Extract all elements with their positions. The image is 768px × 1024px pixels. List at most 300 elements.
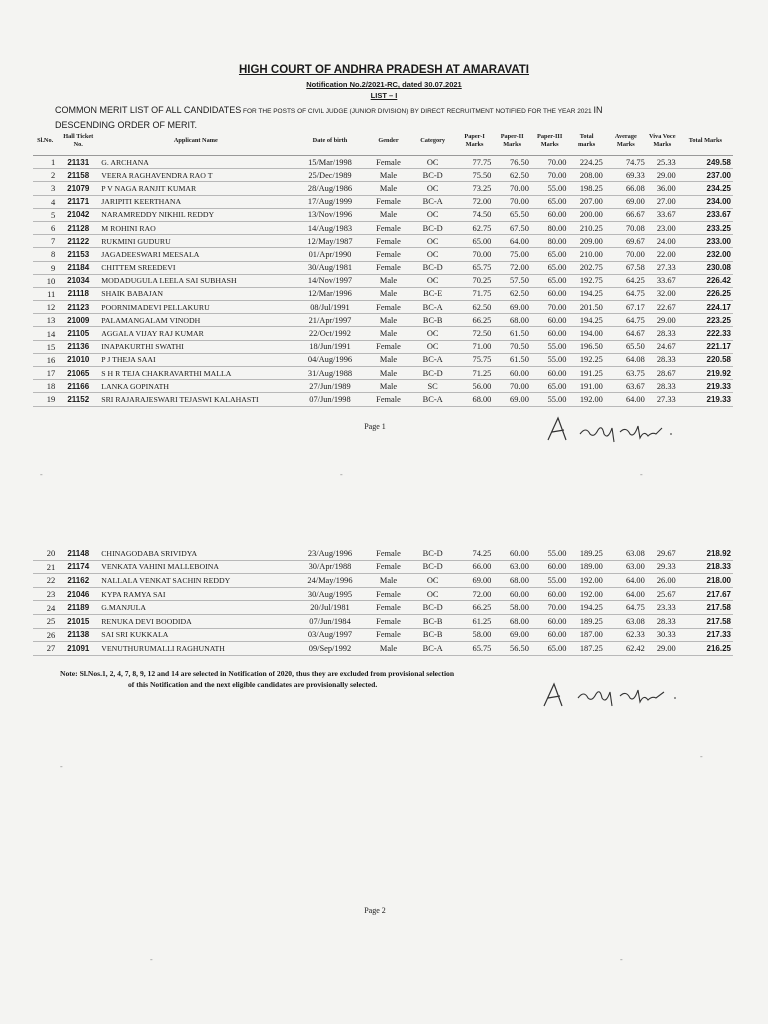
cell-total-marks: 192.25	[568, 353, 604, 366]
table-row	[33, 353, 733, 366]
cell-date-of-birth: 25/Dec/1989	[292, 169, 367, 182]
table-row	[33, 156, 733, 169]
cell-grand-total: 217.33	[678, 628, 733, 642]
table-row	[33, 574, 733, 588]
merit-table-page-1	[33, 126, 733, 407]
cell-average-marks: 63.08	[605, 547, 647, 560]
cell-hall-ticket: 21042	[57, 208, 99, 221]
cell-grand-total: 234.00	[678, 195, 733, 208]
cell-total-marks: 189.00	[568, 560, 604, 574]
cell-gender: Male	[368, 642, 410, 656]
cell-hall-ticket: 21034	[57, 274, 99, 287]
cell-average-marks: 64.75	[605, 601, 647, 615]
cell-date-of-birth: 04/Aug/1996	[292, 353, 367, 366]
cell-average-marks: 66.67	[605, 208, 647, 221]
page-1-label: Page 1	[364, 422, 386, 431]
cell-sl-no: 27	[33, 642, 57, 656]
cell-date-of-birth: 15/Mar/1998	[292, 156, 367, 169]
cell-paper1-marks: 72.00	[456, 195, 494, 208]
cell-paper1-marks: 74.25	[456, 547, 494, 560]
cell-viva-marks: 33.67	[647, 208, 678, 221]
cell-viva-marks: 25.67	[647, 587, 678, 601]
cell-paper2-marks: 76.50	[493, 156, 531, 169]
cell-sl-no: 13	[33, 314, 57, 327]
cell-applicant-name: AGGALA VIJAY RAJ KUMAR	[99, 327, 292, 340]
cell-applicant-name: NALLALA VENKAT SACHIN REDDY	[99, 574, 292, 588]
cell-date-of-birth: 14/Nov/1997	[292, 274, 367, 287]
cell-category: OC	[409, 248, 455, 261]
cell-hall-ticket: 21105	[57, 327, 99, 340]
cell-grand-total: 218.92	[678, 547, 733, 560]
cell-category: BC-A	[409, 195, 455, 208]
cell-total-marks: 198.25	[568, 182, 604, 195]
cell-viva-marks: 23.00	[647, 221, 678, 234]
cell-paper2-marks: 70.00	[493, 195, 531, 208]
cell-viva-marks: 25.33	[647, 156, 678, 169]
cell-category: BC-B	[409, 314, 455, 327]
cell-average-marks: 67.17	[605, 301, 647, 314]
cell-applicant-name: SAI SRI KUKKALA	[99, 628, 292, 642]
cell-average-marks: 69.33	[605, 169, 647, 182]
cell-gender: Male	[368, 367, 410, 380]
cell-total-marks: 187.00	[568, 628, 604, 642]
cell-category: BC-D	[409, 601, 455, 615]
cell-sl-no: 7	[33, 235, 57, 248]
cell-gender: Female	[368, 393, 410, 406]
cell-viva-marks: 36.00	[647, 182, 678, 195]
cell-gender: Female	[368, 560, 410, 574]
cell-average-marks: 64.25	[605, 274, 647, 287]
cell-paper3-marks: 65.00	[531, 261, 569, 274]
cell-date-of-birth: 23/Aug/1996	[292, 547, 367, 560]
cell-viva-marks: 29.00	[647, 642, 678, 656]
cell-total-marks: 191.00	[568, 380, 604, 393]
table-row	[33, 235, 733, 248]
scan-mark: -	[620, 955, 623, 964]
col-header-grand-total: Total Marks	[678, 126, 733, 156]
cell-applicant-name: CHINAGODABA SRIVIDYA	[99, 547, 292, 560]
heading-line-2: DESCENDING ORDER OF MERIT.	[55, 120, 198, 130]
cell-paper1-marks: 75.75	[456, 353, 494, 366]
cell-viva-marks: 30.33	[647, 628, 678, 642]
cell-paper2-marks: 56.50	[493, 642, 531, 656]
cell-grand-total: 223.25	[678, 314, 733, 327]
cell-average-marks: 67.58	[605, 261, 647, 274]
cell-total-marks: 224.25	[568, 156, 604, 169]
cell-hall-ticket: 21152	[57, 393, 99, 406]
cell-grand-total: 216.25	[678, 642, 733, 656]
cell-hall-ticket: 21148	[57, 547, 99, 560]
table-row	[33, 287, 733, 300]
table-row	[33, 587, 733, 601]
cell-category: OC	[409, 574, 455, 588]
cell-hall-ticket: 21009	[57, 314, 99, 327]
table-row	[33, 261, 733, 274]
cell-hall-ticket: 21184	[57, 261, 99, 274]
cell-applicant-name: PALAMANGALAM VINODH	[99, 314, 292, 327]
cell-hall-ticket: 21138	[57, 628, 99, 642]
cell-total-marks: 187.25	[568, 642, 604, 656]
cell-sl-no: 11	[33, 287, 57, 300]
cell-total-marks: 202.75	[568, 261, 604, 274]
col-header-name: Applicant Name	[99, 126, 292, 156]
cell-hall-ticket: 21079	[57, 182, 99, 195]
cell-sl-no: 24	[33, 601, 57, 615]
cell-paper1-marks: 69.00	[456, 574, 494, 588]
cell-paper3-marks: 60.00	[531, 314, 569, 327]
cell-grand-total: 217.67	[678, 587, 733, 601]
heading-part-3: IN	[593, 105, 603, 115]
table-row	[33, 169, 733, 182]
cell-paper1-marks: 56.00	[456, 380, 494, 393]
cell-viva-marks: 22.67	[647, 301, 678, 314]
cell-gender: Female	[368, 195, 410, 208]
cell-grand-total: 219.92	[678, 367, 733, 380]
cell-date-of-birth: 09/Sep/1992	[292, 642, 367, 656]
cell-hall-ticket: 21171	[57, 195, 99, 208]
cell-date-of-birth: 13/Nov/1996	[292, 208, 367, 221]
cell-sl-no: 3	[33, 182, 57, 195]
cell-paper2-marks: 70.00	[493, 380, 531, 393]
cell-date-of-birth: 24/May/1996	[292, 574, 367, 588]
cell-grand-total: 226.42	[678, 274, 733, 287]
table-row	[33, 614, 733, 628]
cell-paper2-marks: 68.00	[493, 574, 531, 588]
table-row	[33, 393, 733, 406]
table-row	[33, 601, 733, 615]
cell-applicant-name: SRI RAJARAJESWARI TEJASWI KALAHASTI	[99, 393, 292, 406]
cell-gender: Female	[368, 547, 410, 560]
signature-2	[530, 676, 710, 710]
cell-hall-ticket: 21015	[57, 614, 99, 628]
scan-mark: -	[640, 470, 643, 479]
notification-number: Notification No.2/2021-RC, dated 30.07.2021	[306, 80, 462, 89]
cell-sl-no: 21	[33, 560, 57, 574]
cell-average-marks: 69.00	[605, 195, 647, 208]
cell-paper1-marks: 73.25	[456, 182, 494, 195]
table-row	[33, 248, 733, 261]
cell-applicant-name: SHAIK BABAJAN	[99, 287, 292, 300]
cell-category: BC-B	[409, 628, 455, 642]
table-row	[33, 340, 733, 353]
cell-gender: Male	[368, 380, 410, 393]
cell-gender: Male	[368, 182, 410, 195]
cell-viva-marks: 29.33	[647, 560, 678, 574]
col-header-dob: Date of birth	[292, 126, 367, 156]
cell-paper3-marks: 60.00	[531, 327, 569, 340]
cell-paper2-marks: 61.50	[493, 353, 531, 366]
cell-applicant-name: S H R TEJA CHAKRAVARTHI MALLA	[99, 367, 292, 380]
cell-paper2-marks: 62.50	[493, 169, 531, 182]
cell-gender: Female	[368, 221, 410, 234]
cell-paper3-marks: 65.00	[531, 380, 569, 393]
col-header-paper1: Paper-I Marks	[456, 126, 494, 156]
cell-date-of-birth: 20/Jul/1981	[292, 601, 367, 615]
table-row	[33, 301, 733, 314]
cell-applicant-name: KYPA RAMYA SAI	[99, 587, 292, 601]
cell-category: BC-D	[409, 547, 455, 560]
cell-paper3-marks: 65.00	[531, 195, 569, 208]
cell-hall-ticket: 21174	[57, 560, 99, 574]
cell-category: OC	[409, 182, 455, 195]
cell-gender: Female	[368, 601, 410, 615]
cell-applicant-name: P V NAGA RANJIT KUMAR	[99, 182, 292, 195]
cell-date-of-birth: 31/Aug/1988	[292, 367, 367, 380]
cell-paper1-marks: 72.00	[456, 587, 494, 601]
cell-gender: Female	[368, 261, 410, 274]
cell-viva-marks: 29.67	[647, 547, 678, 560]
scan-mark: -	[700, 752, 703, 761]
cell-category: BC-D	[409, 169, 455, 182]
cell-paper1-marks: 62.75	[456, 221, 494, 234]
cell-paper3-marks: 60.00	[531, 208, 569, 221]
cell-viva-marks: 28.67	[647, 367, 678, 380]
cell-applicant-name: CHITTEM SREEDEVI	[99, 261, 292, 274]
cell-average-marks: 64.08	[605, 353, 647, 366]
cell-total-marks: 189.25	[568, 547, 604, 560]
cell-hall-ticket: 21091	[57, 642, 99, 656]
table-row	[33, 380, 733, 393]
cell-category: BC-D	[409, 221, 455, 234]
cell-paper2-marks: 65.50	[493, 208, 531, 221]
cell-grand-total: 217.58	[678, 601, 733, 615]
table-row	[33, 642, 733, 656]
cell-category: BC-D	[409, 261, 455, 274]
cell-paper2-marks: 70.50	[493, 340, 531, 353]
cell-average-marks: 64.00	[605, 587, 647, 601]
col-header-hall-ticket: Hall Ticket No.	[57, 126, 99, 156]
cell-applicant-name: LANKA GOPINATH	[99, 380, 292, 393]
table-row	[33, 367, 733, 380]
cell-total-marks: 192.00	[568, 393, 604, 406]
cell-paper1-marks: 65.00	[456, 235, 494, 248]
cell-paper2-marks: 57.50	[493, 274, 531, 287]
cell-category: BC-D	[409, 560, 455, 574]
cell-category: BC-A	[409, 353, 455, 366]
cell-paper2-marks: 72.00	[493, 261, 531, 274]
cell-sl-no: 26	[33, 628, 57, 642]
cell-average-marks: 64.75	[605, 287, 647, 300]
cell-date-of-birth: 01/Apr/1990	[292, 248, 367, 261]
cell-paper3-marks: 80.00	[531, 235, 569, 248]
cell-paper1-marks: 74.50	[456, 208, 494, 221]
cell-applicant-name: JARIPITI KEERTHANA	[99, 195, 292, 208]
cell-paper1-marks: 75.50	[456, 169, 494, 182]
cell-viva-marks: 22.00	[647, 248, 678, 261]
cell-paper1-marks: 66.25	[456, 314, 494, 327]
col-header-paper2: Paper-II Marks	[493, 126, 531, 156]
cell-sl-no: 19	[33, 393, 57, 406]
col-header-total: Total marks	[568, 126, 604, 156]
cell-paper1-marks: 71.25	[456, 367, 494, 380]
cell-sl-no: 16	[33, 353, 57, 366]
col-header-sl: Sl.No.	[33, 126, 57, 156]
cell-viva-marks: 24.67	[647, 340, 678, 353]
cell-paper2-marks: 69.00	[493, 393, 531, 406]
cell-paper2-marks: 67.50	[493, 221, 531, 234]
table-row	[33, 560, 733, 574]
cell-paper3-marks: 55.00	[531, 547, 569, 560]
cell-hall-ticket: 21128	[57, 221, 99, 234]
cell-total-marks: 192.75	[568, 274, 604, 287]
cell-total-marks: 196.50	[568, 340, 604, 353]
cell-viva-marks: 23.33	[647, 601, 678, 615]
cell-date-of-birth: 07/Jun/1998	[292, 393, 367, 406]
cell-category: OC	[409, 208, 455, 221]
cell-average-marks: 64.00	[605, 574, 647, 588]
cell-applicant-name: NARAMREDDY NIKHIL REDDY	[99, 208, 292, 221]
cell-applicant-name: RENUKA DEVI BOODIDA	[99, 614, 292, 628]
cell-category: OC	[409, 274, 455, 287]
cell-total-marks: 210.00	[568, 248, 604, 261]
cell-viva-marks: 28.33	[647, 353, 678, 366]
cell-category: OC	[409, 156, 455, 169]
cell-applicant-name: INAPAKURTHI SWATHI	[99, 340, 292, 353]
cell-sl-no: 4	[33, 195, 57, 208]
cell-paper1-marks: 70.00	[456, 248, 494, 261]
list-number: LIST – I	[370, 91, 398, 100]
cell-hall-ticket: 21122	[57, 235, 99, 248]
cell-paper2-marks: 75.00	[493, 248, 531, 261]
cell-category: BC-D	[409, 367, 455, 380]
cell-date-of-birth: 08/Jul/1991	[292, 301, 367, 314]
cell-gender: Male	[368, 274, 410, 287]
cell-sl-no: 6	[33, 221, 57, 234]
cell-category: BC-A	[409, 393, 455, 406]
cell-applicant-name: VEERA RAGHAVENDRA RAO T	[99, 169, 292, 182]
cell-average-marks: 63.00	[605, 560, 647, 574]
cell-date-of-birth: 18/Jun/1991	[292, 340, 367, 353]
cell-gender: Male	[368, 574, 410, 588]
cell-paper1-marks: 77.75	[456, 156, 494, 169]
cell-total-marks: 194.25	[568, 287, 604, 300]
cell-average-marks: 62.33	[605, 628, 647, 642]
note-line-2: of this Notification and the next eligible candidates are provisionally selected.	[128, 680, 378, 689]
cell-category: BC-A	[409, 642, 455, 656]
cell-paper3-marks: 70.00	[531, 601, 569, 615]
cell-paper3-marks: 55.00	[531, 182, 569, 195]
cell-total-marks: 189.25	[568, 614, 604, 628]
cell-category: OC	[409, 340, 455, 353]
cell-gender: Female	[368, 248, 410, 261]
cell-average-marks: 62.42	[605, 642, 647, 656]
cell-sl-no: 15	[33, 340, 57, 353]
cell-total-marks: 210.25	[568, 221, 604, 234]
signature-1	[530, 412, 710, 446]
cell-average-marks: 64.67	[605, 327, 647, 340]
cell-paper1-marks: 58.00	[456, 628, 494, 642]
cell-applicant-name: VENKATA VAHINI MALLEBOINA	[99, 560, 292, 574]
cell-category: OC	[409, 327, 455, 340]
table-row	[33, 182, 733, 195]
cell-viva-marks: 29.00	[647, 314, 678, 327]
cell-sl-no: 12	[33, 301, 57, 314]
cell-paper1-marks: 66.25	[456, 601, 494, 615]
col-header-paper3: Paper-III Marks	[531, 126, 569, 156]
cell-paper1-marks: 71.75	[456, 287, 494, 300]
cell-date-of-birth: 12/Mar/1996	[292, 287, 367, 300]
cell-total-marks: 192.00	[568, 587, 604, 601]
cell-paper1-marks: 61.25	[456, 614, 494, 628]
cell-average-marks: 70.00	[605, 248, 647, 261]
scan-mark: -	[340, 470, 343, 479]
cell-sl-no: 22	[33, 574, 57, 588]
cell-hall-ticket: 21162	[57, 574, 99, 588]
cell-paper2-marks: 60.00	[493, 587, 531, 601]
cell-average-marks: 74.75	[605, 156, 647, 169]
cell-average-marks: 66.08	[605, 182, 647, 195]
cell-paper3-marks: 60.00	[531, 367, 569, 380]
cell-paper2-marks: 62.50	[493, 287, 531, 300]
cell-grand-total: 221.17	[678, 340, 733, 353]
table-row	[33, 274, 733, 287]
cell-sl-no: 23	[33, 587, 57, 601]
cell-gender: Female	[368, 156, 410, 169]
cell-grand-total: 237.00	[678, 169, 733, 182]
cell-applicant-name: G. ARCHANA	[99, 156, 292, 169]
table-row	[33, 221, 733, 234]
cell-sl-no: 14	[33, 327, 57, 340]
cell-average-marks: 70.08	[605, 221, 647, 234]
col-header-average: Average Marks	[605, 126, 647, 156]
table-row	[33, 208, 733, 221]
cell-viva-marks: 28.33	[647, 327, 678, 340]
cell-grand-total: 233.67	[678, 208, 733, 221]
cell-paper1-marks: 65.75	[456, 642, 494, 656]
cell-date-of-birth: 27/Jun/1989	[292, 380, 367, 393]
page-2-label: Page 2	[364, 906, 386, 915]
cell-grand-total: 218.00	[678, 574, 733, 588]
cell-paper1-marks: 70.25	[456, 274, 494, 287]
cell-paper3-marks: 60.00	[531, 628, 569, 642]
cell-grand-total: 232.00	[678, 248, 733, 261]
cell-paper1-marks: 66.00	[456, 560, 494, 574]
cell-gender: Male	[368, 208, 410, 221]
cell-gender: Male	[368, 169, 410, 182]
cell-grand-total: 217.58	[678, 614, 733, 628]
cell-sl-no: 5	[33, 208, 57, 221]
cell-category: OC	[409, 235, 455, 248]
cell-gender: Female	[368, 340, 410, 353]
cell-grand-total: 226.25	[678, 287, 733, 300]
cell-viva-marks: 28.33	[647, 614, 678, 628]
cell-average-marks: 63.75	[605, 367, 647, 380]
cell-sl-no: 1	[33, 156, 57, 169]
cell-sl-no: 10	[33, 274, 57, 287]
cell-paper2-marks: 68.00	[493, 614, 531, 628]
cell-grand-total: 230.08	[678, 261, 733, 274]
cell-applicant-name: VENUTHURUMALLI RAGHUNATH	[99, 642, 292, 656]
scan-mark: -	[150, 955, 153, 964]
cell-grand-total: 220.58	[678, 353, 733, 366]
document-title: HIGH COURT OF ANDHRA PRADESH AT AMARAVATI	[238, 64, 530, 76]
cell-grand-total: 218.33	[678, 560, 733, 574]
cell-hall-ticket: 21046	[57, 587, 99, 601]
cell-paper3-marks: 70.00	[531, 301, 569, 314]
cell-hall-ticket: 21118	[57, 287, 99, 300]
cell-viva-marks: 24.00	[647, 235, 678, 248]
cell-grand-total: 219.33	[678, 393, 733, 406]
cell-grand-total: 249.58	[678, 156, 733, 169]
cell-average-marks: 63.08	[605, 614, 647, 628]
cell-applicant-name: MODADUGULA LEELA SAI SUBHASH	[99, 274, 292, 287]
cell-paper2-marks: 63.00	[493, 560, 531, 574]
cell-grand-total: 233.25	[678, 221, 733, 234]
cell-grand-total: 224.17	[678, 301, 733, 314]
cell-date-of-birth: 21/Apr/1997	[292, 314, 367, 327]
cell-paper1-marks: 65.75	[456, 261, 494, 274]
cell-sl-no: 2	[33, 169, 57, 182]
